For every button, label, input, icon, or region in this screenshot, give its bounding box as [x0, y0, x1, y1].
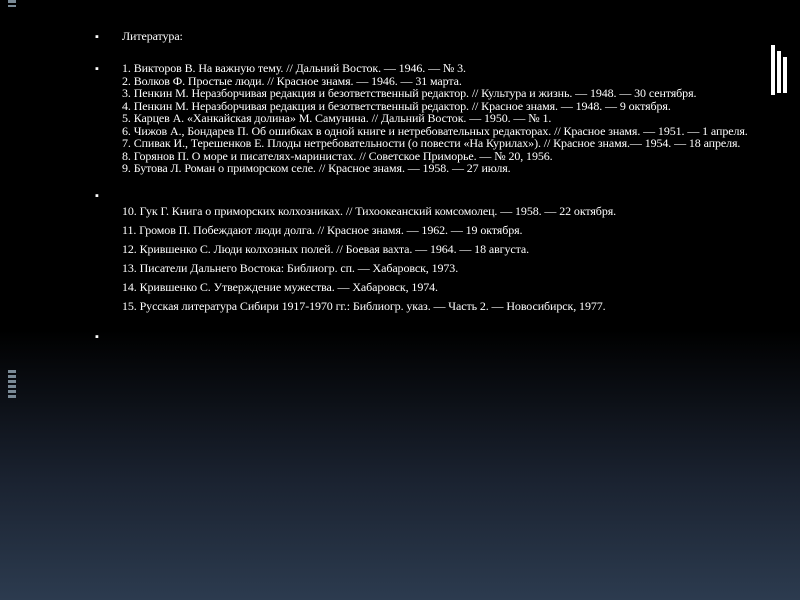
decorative-bars-top	[8, 0, 18, 9]
reference-item: 1. Викторов В. На важную тему. // Дальний Восток. — 1946. — № 3.	[122, 61, 466, 75]
references-group-2	[95, 189, 755, 314]
decor-bar	[8, 370, 16, 373]
decor-bar	[8, 385, 16, 388]
empty-bullet	[95, 330, 755, 344]
references-group-1	[95, 62, 755, 175]
reference-item: 3. Пенкин М. Неразборчивая редакция и безответственный редактор. // Культура и жизнь. — 1948. — 30 сентября.	[122, 86, 697, 100]
reference-item: 9. Бутова Л. Роман о приморском селе. // Красное знамя. — 1958. — 27 июля.	[122, 161, 511, 175]
reference-list-2	[122, 189, 755, 314]
reference-item: 15. Русская литература Сибири 1917-1970 гг.: Библиогр. указ. — Часть 2. — Новосибирск, 1977.	[122, 298, 606, 313]
bullet-icon: ▪	[95, 63, 99, 75]
decor-mark	[783, 57, 787, 93]
decorative-side-marks	[771, 45, 789, 95]
reference-item: 13. Писатели Дальнего Востока: Библиогр. сп. — Хабаровск, 1973.	[122, 260, 459, 275]
bullet-icon: ▪	[95, 330, 99, 343]
decor-bar	[8, 0, 16, 3]
reference-item: 12. Крившенко С. Люди колхозных полей. // Боевая вахта. — 1964. — 18 августа.	[122, 241, 530, 256]
reference-item: 14. Крившенко С. Утверждение мужества. — Хабаровск, 1974.	[122, 279, 438, 294]
decor-bar	[8, 390, 16, 393]
bullet-icon: ▪	[95, 31, 99, 43]
reference-item: 8. Горянов П. О море и писателях-маринистах. // Советское Приморье. — № 20, 1956.	[122, 148, 553, 163]
reference-item: 5. Карцев А. «Ханкайская долина» М. Самунина. // Дальний Восток. — 1950. — № 1.	[122, 111, 552, 125]
reference-item: 2. Волков Ф. Простые люди. // Красное знамя. — 1946. — 31 марта.	[122, 73, 462, 88]
slide-content	[95, 30, 755, 344]
decor-bar	[8, 380, 16, 383]
bullet-icon: ▪	[95, 189, 99, 202]
decor-bar	[8, 375, 16, 378]
reference-item: 6. Чижов А., Бондарев П. Об ошибках в одной книге и нетребовательных редакторах. // Красное знамя. — 1951. — 1 апреля.	[122, 123, 748, 138]
decor-mark	[771, 45, 775, 95]
decor-bar	[8, 5, 16, 7]
heading-bullet	[95, 30, 755, 43]
reference-item: 11. Громов П. Побеждают люди долга. // Красное знамя. — 1962. — 19 октября.	[122, 222, 523, 237]
decorative-bars-bottom	[8, 370, 18, 400]
reference-item: 10. Гук Г. Книга о приморских колхозниках. // Тихоокеанский комсомолец. — 1958. — 22 октября.	[122, 203, 617, 218]
decor-mark	[777, 51, 781, 93]
reference-item: 7. Спивак И., Терешенков Е. Плоды нетребовательности (о повести «На Курилах»). // Красное знамя.— 1954. — 18 апреля.	[122, 136, 741, 150]
reference-item: 4. Пенкин М. Неразборчивая редакция и безответственный редактор. // Красное знамя. — 1948. — 9 октября.	[122, 98, 671, 113]
slide-heading: Литература:	[122, 29, 183, 43]
reference-list-1	[122, 62, 755, 175]
decor-bar	[8, 395, 16, 398]
